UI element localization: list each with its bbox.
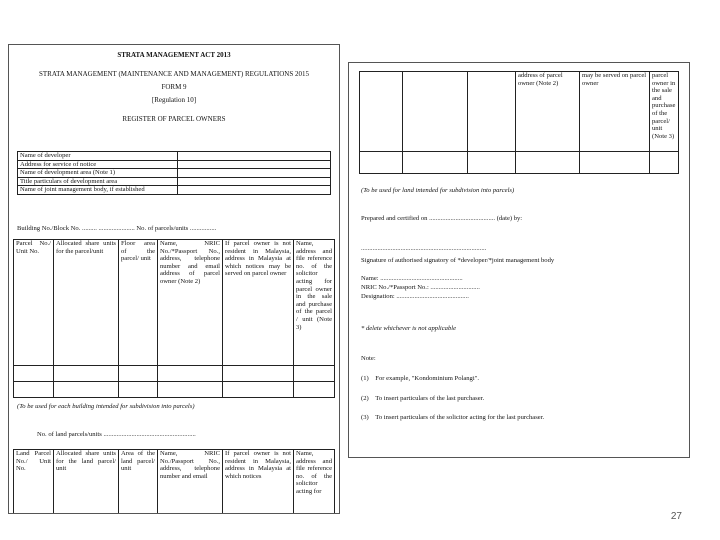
- name-line: Name: ..................................................: [361, 275, 463, 282]
- note-subdivision-land: (To be used for land intended for subdivision into parcels): [361, 187, 515, 194]
- register-table-land: [13, 449, 335, 514]
- regulations-title: STRATA MANAGEMENT (MAINTENANCE AND MANAGEMENT) REGULATIONS 2015: [39, 70, 309, 78]
- note-heading: Note:: [361, 355, 376, 362]
- developer-info-table: [17, 151, 331, 195]
- building-line: Building No./Block No. ......... ...................... No. of parcels/units ................: [17, 225, 217, 232]
- note-subdivision-buildings: (To be used for each building intended for subdivision into parcels): [17, 403, 195, 410]
- signature-dotted-line: ............................................................................: [361, 245, 487, 252]
- register-table-buildings: [13, 239, 335, 398]
- note-item: (2) To insert particulars of the last purchaser.: [361, 395, 485, 402]
- table-header-row: Parcel No./ Unit No. Allocated share units for the parcel/unit Floor area of the parcel/ unit Name, NRIC No./*Passport No., address, telephone number and email address of parcel owner (Note 2) If parcel owner is not resident in Malaysia, address in Malaysia at which notices may be served on parcel owner Name, address and file reference no. of the solicitor acting for parcel owner in the sale and purchase of the parcel / unit (Note 3): [14, 240, 335, 366]
- note-item: (3) To insert particulars of the solicitor acting for the last purchaser.: [361, 414, 545, 421]
- info-row: Address for service of notice: [18, 160, 331, 169]
- form-page-left: [8, 44, 340, 514]
- table-header-row: Land Parcel No./ Unit No. Allocated share units for the land parcel/ unit Area of the land parcel/ unit Name, NRIC No./Passport No., address, telephone number and email If parcel owner is not resident in Malaysia, address in Malaysia at which notices Name, address and file reference no. of the solicitor acting for: [14, 450, 335, 515]
- designation-line: Designation: ............................................: [361, 293, 469, 300]
- nric-line: NRIC No./*Passport No.: ..............................: [361, 284, 480, 291]
- table-row: [360, 152, 679, 174]
- register-title: REGISTER OF PARCEL OWNERS: [122, 115, 226, 123]
- delete-note: * delete whichever is not applicable: [361, 325, 457, 332]
- note-item: (1) For example, "Kondominium Polangi".: [361, 375, 480, 382]
- slide-page-number: 27: [670, 511, 682, 522]
- table-row: [14, 366, 335, 382]
- regulation-ref: [Regulation 10]: [151, 96, 197, 104]
- prepared-line: Prepared and certified on ........................................ (date) by:: [361, 215, 523, 222]
- land-parcels-line: No. of land parcels/units ........................................................: [37, 431, 196, 438]
- form-page-right: [348, 62, 690, 458]
- info-row: Name of joint management body, if established: [18, 186, 331, 195]
- info-row: Name of developer: [18, 152, 331, 161]
- table-header-row: address of parcel owner (Note 2) may be served on parcel owner parcel owner in the sale and purchase of the parcel/ unit (Note 3): [360, 72, 679, 152]
- register-table-continued: [359, 71, 679, 174]
- act-title: STRATA MANAGEMENT ACT 2013: [117, 51, 231, 59]
- table-row: [14, 382, 335, 398]
- info-row: Title particulars of development area: [18, 177, 331, 186]
- info-row: Name of development area (Note 1): [18, 169, 331, 178]
- form-number: FORM 9: [161, 83, 187, 91]
- signature-label: Signature of authorised signatory of *developer/*joint management body: [361, 257, 555, 264]
